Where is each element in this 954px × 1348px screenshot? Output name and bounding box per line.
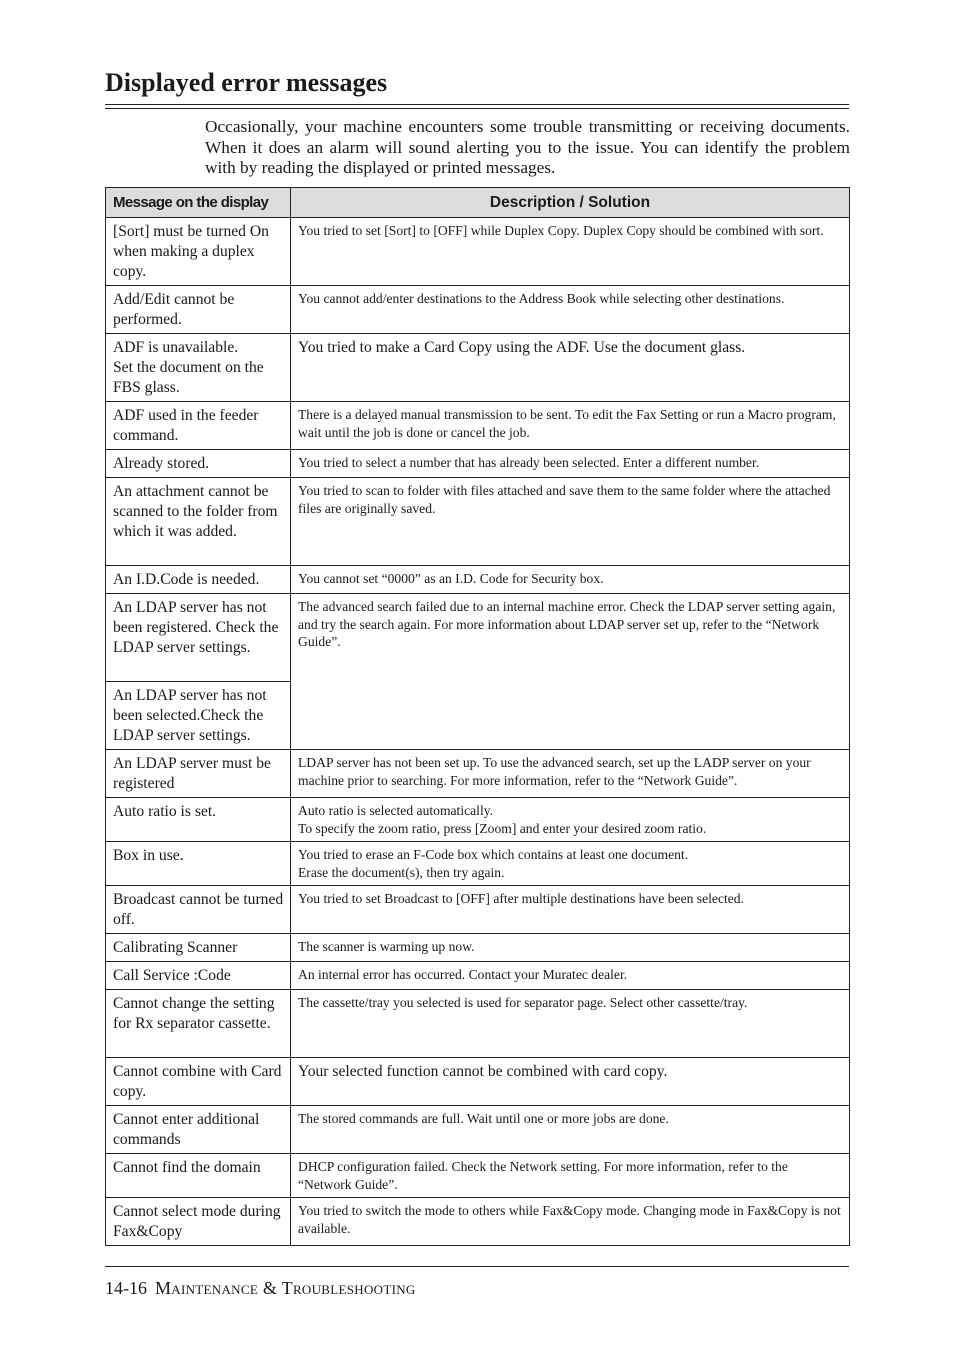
error-messages-table [105, 187, 850, 1246]
description-cell: You cannot set “0000” as an I.D. Code for Security box. [291, 566, 850, 594]
table-header-row [106, 188, 850, 218]
table-row [106, 334, 850, 402]
description-cell: You tried to make a Card Copy using the ADF. Use the document glass. [291, 334, 850, 402]
table-row [106, 478, 850, 566]
table-row [106, 566, 850, 594]
table-row [106, 842, 850, 886]
description-cell: You cannot add/enter destinations to the Address Book while selecting other destinations. [291, 286, 850, 334]
message-line: ADF is unavailable. Set the document on the FBS glass. [113, 339, 264, 396]
table-row [106, 218, 850, 286]
message-cell [106, 334, 291, 402]
description-cell: The cassette/tray you selected is used for separator page. Select other cassette/tray. [291, 990, 850, 1058]
title-rule [105, 104, 849, 105]
message-cell: Cannot change the setting for Rx separator cassette. [106, 990, 291, 1058]
table-row [106, 990, 850, 1058]
page-number: 14-16 [105, 1278, 147, 1298]
description-cell [291, 842, 850, 886]
table-row [106, 402, 850, 450]
message-cell: Already stored. [106, 450, 291, 478]
description-cell: There is a delayed manual transmission to be sent. To edit the Fax Setting or run a Macro program, wait until the job is done or cancel the job. [291, 402, 850, 450]
message-cell: Calibrating Scanner [106, 934, 291, 962]
message-cell: Call Service :Code [106, 962, 291, 990]
page-footer [105, 1278, 416, 1299]
description-cell [291, 798, 850, 842]
description-cell: You tried to scan to folder with files attached and save them to the same folder where the attached files are originally saved. [291, 478, 850, 566]
description-cell: Your selected function cannot be combined with card copy. [291, 1058, 850, 1106]
table-row [106, 1198, 850, 1246]
message-cell: Box in use. [106, 842, 291, 886]
table-row [106, 934, 850, 962]
description-cell: You tried to set [Sort] to [OFF] while Duplex Copy. Duplex Copy should be combined with sort. [291, 218, 850, 286]
message-cell: Auto ratio is set. [106, 798, 291, 842]
message-cell: An LDAP server must be registered [106, 750, 291, 798]
message-cell: Add/Edit cannot be performed. [106, 286, 291, 334]
intro-paragraph: Occasionally, your machine encounters some trouble transmitting or receiving documents. When it does an alarm will sound alerting you to the issue. You can identify the problem with by reading the displayed or printed messages. [205, 117, 850, 177]
description-cell: The scanner is warming up now. [291, 934, 850, 962]
table-row [106, 1058, 850, 1106]
message-cell: Cannot select mode during Fax&Copy [106, 1198, 291, 1246]
column-header-description: Description / Solution [291, 188, 850, 218]
column-header-message: Message on the display [106, 188, 291, 218]
table-row [106, 798, 850, 842]
message-cell: An LDAP server has not been selected.Check the LDAP server settings. [106, 682, 291, 750]
table-row [106, 450, 850, 478]
message-cell: An attachment cannot be scanned to the folder from which it was added. [106, 478, 291, 566]
message-cell: An I.D.Code is needed. [106, 566, 291, 594]
table-row [106, 594, 850, 682]
table-row [106, 750, 850, 798]
table-row [106, 286, 850, 334]
page-title: Displayed error messages [105, 68, 388, 97]
message-cell: [Sort] must be turned On when making a duplex copy. [106, 218, 291, 286]
description-cell: An internal error has occurred. Contact your Muratec dealer. [291, 962, 850, 990]
description-cell: You tried to switch the mode to others while Fax&Copy mode. Changing mode in Fax&Copy is not available. [291, 1198, 850, 1246]
table-row [106, 886, 850, 934]
description-cell: The stored commands are full. Wait until one or more jobs are done. [291, 1106, 850, 1154]
table-row [106, 962, 850, 990]
message-cell: Cannot enter additional commands [106, 1106, 291, 1154]
footer-rule [105, 1266, 849, 1267]
message-cell: Cannot find the domain [106, 1154, 291, 1198]
description-cell: LDAP server has not been set up. To use the advanced search, set up the LADP server on your machine prior to searching. For more information, refer to the “Network Guide”. [291, 750, 850, 798]
section-name: Maintenance & Troubleshooting [155, 1278, 416, 1298]
description-cell: The advanced search failed due to an internal machine error. Check the LDAP server setting again, and try the search again. For more information about LDAP server set up, refer to the “Network Guide”. [291, 594, 850, 750]
message-cell: Cannot combine with Card copy. [106, 1058, 291, 1106]
description-text: You tried to erase an F-Code box which contains at least one document. Erase the document(s), then try again. [298, 847, 689, 880]
description-cell: DHCP configuration failed. Check the Network setting. For more information, refer to the “Network Guide”. [291, 1154, 850, 1198]
description-text: Auto ratio is selected automatically. To specify the zoom ratio, press [Zoom] and enter your desired zoom ratio. [298, 803, 707, 836]
description-cell: You tried to select a number that has already been selected. Enter a different number. [291, 450, 850, 478]
message-cell: Broadcast cannot be turned off. [106, 886, 291, 934]
title-rule-thin [105, 108, 849, 109]
message-cell: An LDAP server has not been registered. Check the LDAP server settings. [106, 594, 291, 682]
table-row [106, 1106, 850, 1154]
description-cell: You tried to set Broadcast to [OFF] after multiple destinations have been selected. [291, 886, 850, 934]
table-row [106, 1154, 850, 1198]
message-cell: ADF used in the feeder command. [106, 402, 291, 450]
